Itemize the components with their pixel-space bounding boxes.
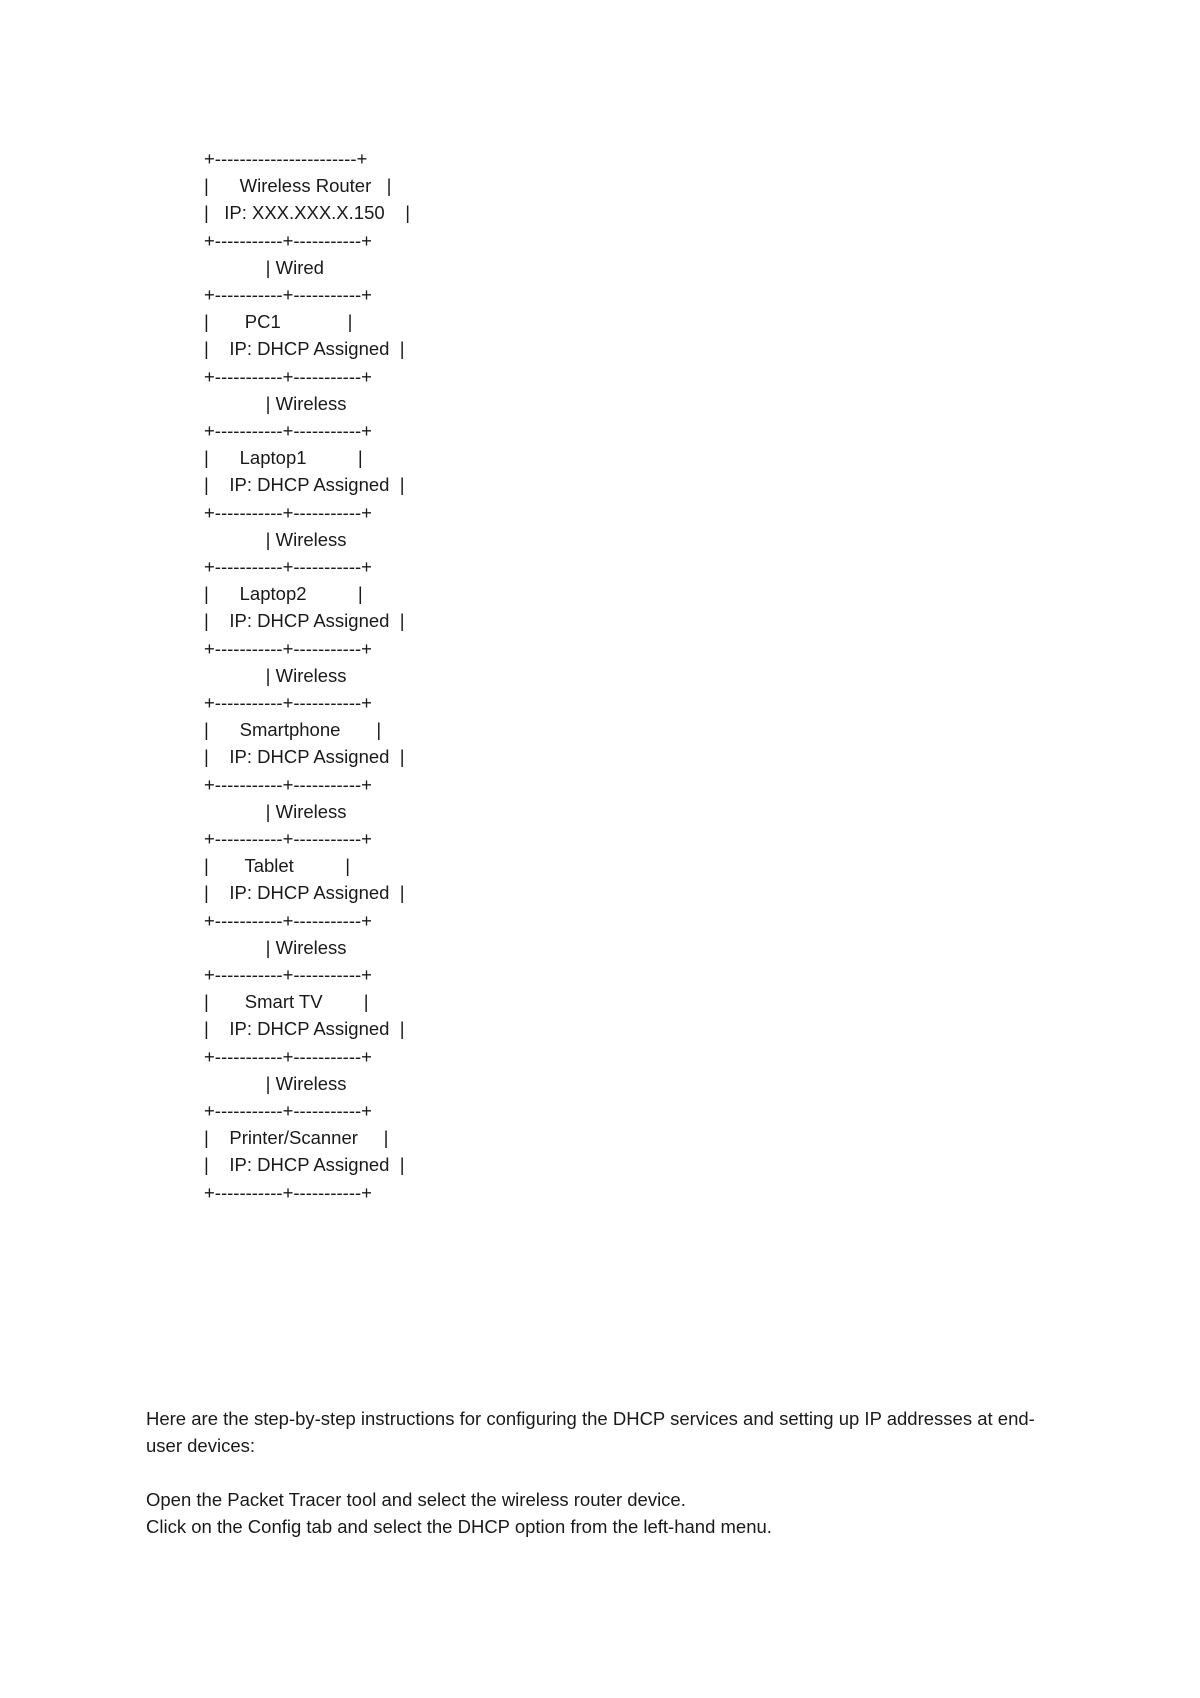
diagram-line: | Printer/Scanner | (204, 1127, 389, 1149)
diagram-line: | IP: DHCP Assigned | (204, 1154, 405, 1176)
paragraph-gap (146, 1459, 1066, 1486)
instructions-intro: Here are the step-by-step instructions for configuring the DHCP services and setting up IP addresses at end-user devices: (146, 1408, 1035, 1456)
diagram-line: | IP: DHCP Assigned | (204, 338, 405, 360)
diagram-line: | IP: DHCP Assigned | (204, 746, 405, 768)
diagram-line: | PC1 | (204, 311, 353, 333)
instruction-step: Click on the Config tab and select the DHCP option from the left-hand menu. (146, 1516, 772, 1537)
diagram-line: +-----------+-----------+ (204, 420, 372, 441)
diagram-line: +-----------+-----------+ (204, 501, 372, 523)
diagram-line: +-----------+-----------+ (204, 1100, 372, 1121)
diagram-line: +-----------+-----------+ (204, 637, 372, 659)
diagram-line: +-----------+-----------+ (204, 773, 372, 795)
diagram-line: +-----------+-----------+ (204, 229, 372, 251)
diagram-line: | Wireless (204, 1072, 347, 1094)
diagram-line: +-----------+-----------+ (204, 964, 372, 985)
diagram-line: +-----------+-----------+ (204, 909, 372, 931)
diagram-line: | IP: DHCP Assigned | (204, 474, 405, 496)
diagram-line: | IP: DHCP Assigned | (204, 610, 405, 632)
diagram-line: | Smart TV | (204, 991, 369, 1013)
diagram-line: | IP: DHCP Assigned | (204, 1018, 405, 1040)
diagram-line: | Wired (204, 256, 324, 278)
diagram-line: +-----------+-----------+ (204, 365, 372, 387)
diagram-line: | Wireless (204, 392, 347, 414)
diagram-line: +-----------+-----------+ (204, 692, 372, 713)
diagram-line: +-----------+-----------+ (204, 1045, 372, 1067)
diagram-line: +-----------+-----------+ (204, 284, 372, 305)
instructions-section (146, 1405, 1066, 1540)
diagram-line: +-----------+-----------+ (204, 828, 372, 849)
diagram-line: | Wireless (204, 800, 347, 822)
diagram-line: | Wireless (204, 664, 347, 686)
diagram-line: | Wireless (204, 936, 347, 958)
diagram-line: | IP: XXX.XXX.X.150 | (204, 202, 411, 224)
diagram-line: +-----------+-----------+ (204, 1181, 372, 1203)
diagram-line: +-----------------------+ (204, 148, 368, 169)
diagram-line: | Smartphone | (204, 719, 382, 741)
diagram-line: | Laptop1 | (204, 447, 363, 469)
diagram-line: +-----------+-----------+ (204, 556, 372, 577)
diagram-line: | Tablet | (204, 855, 351, 877)
diagram-line: | Laptop2 | (204, 583, 363, 605)
diagram-line: | Wireless Router | (204, 175, 392, 197)
instruction-step: Open the Packet Tracer tool and select the wireless router device. (146, 1489, 686, 1510)
diagram-line: | IP: DHCP Assigned | (204, 882, 405, 904)
diagram-line: | Wireless (204, 528, 347, 550)
